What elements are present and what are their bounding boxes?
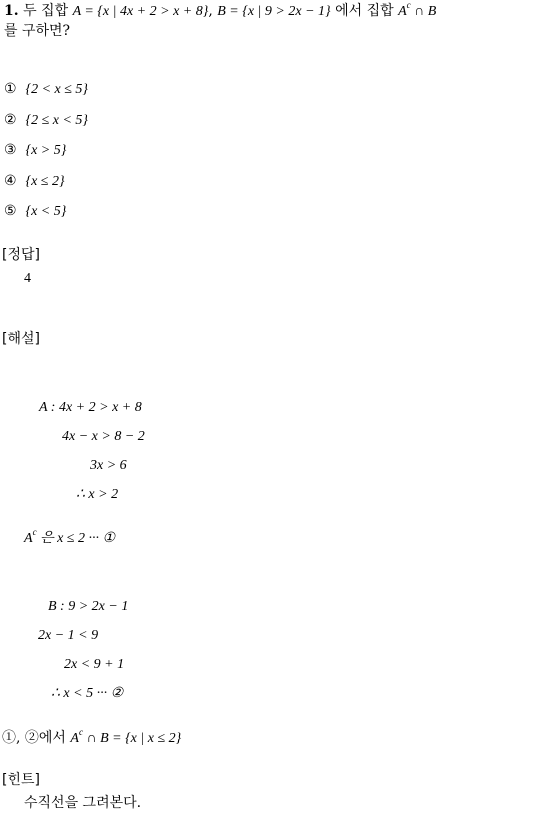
hint-label: [힌트] bbox=[2, 772, 40, 788]
choice-text: {2 < x ≤ 5} bbox=[25, 82, 89, 97]
step-a-4: ∴ x > 2 bbox=[76, 487, 119, 502]
complement-line: $A^c$ 은 x ≤ 2 ··· ① bbox=[24, 527, 116, 546]
target-expression: $A^c$ ∩ B bbox=[398, 0, 437, 19]
choice-4[interactable] bbox=[4, 172, 65, 191]
choice-1[interactable] bbox=[4, 80, 88, 99]
choice-text: {2 ≤ x < 5} bbox=[25, 113, 89, 128]
choice-marker: ② bbox=[4, 112, 17, 128]
set-b-definition: B = {x | 9 > 2x − 1} bbox=[217, 4, 331, 19]
set-a-definition: A = {x | 4x + 2 > x + 8} bbox=[72, 4, 209, 19]
question-line-2: 를 구하면? bbox=[4, 23, 71, 39]
choice-2[interactable] bbox=[4, 111, 88, 130]
choice-marker: ④ bbox=[4, 173, 17, 189]
choice-text: {x ≤ 2} bbox=[25, 174, 65, 189]
answer-label: [정답] bbox=[2, 247, 40, 263]
answer-value: 4 bbox=[24, 271, 31, 286]
step-b-3: 2x < 9 + 1 bbox=[64, 657, 125, 672]
step-a-1: A : 4x + 2 > x + 8 bbox=[39, 400, 142, 415]
choice-marker: ③ bbox=[4, 142, 17, 158]
choice-text: {x > 5} bbox=[25, 143, 67, 158]
choice-marker: ① bbox=[4, 81, 17, 97]
question-number: 1. bbox=[4, 3, 19, 19]
choice-3[interactable] bbox=[4, 141, 66, 160]
explanation-label: [해설] bbox=[2, 331, 40, 347]
choice-text: {x < 5} bbox=[25, 204, 67, 219]
question-line-1 bbox=[4, 2, 436, 21]
question-text-mid: 에서 집합 bbox=[335, 3, 394, 19]
step-b-2: 2x − 1 < 9 bbox=[38, 628, 99, 643]
step-b-1: B : 9 > 2x − 1 bbox=[48, 599, 129, 614]
step-b-4: ∴ x < 5 ··· ② bbox=[51, 686, 124, 701]
comma: , bbox=[208, 3, 213, 19]
choice-5[interactable] bbox=[4, 202, 66, 221]
step-a-2: 4x − x > 8 − 2 bbox=[62, 429, 145, 444]
question-text-pre: 두 집합 bbox=[23, 3, 69, 19]
hint-text: 수직선을 그려본다. bbox=[24, 795, 142, 811]
step-a-3: 3x > 6 bbox=[90, 458, 127, 473]
conclusion-line: ①, ②에서 $A^c$ ∩ B = {x | x ≤ 2} bbox=[2, 727, 182, 746]
choice-marker: ⑤ bbox=[4, 203, 17, 219]
